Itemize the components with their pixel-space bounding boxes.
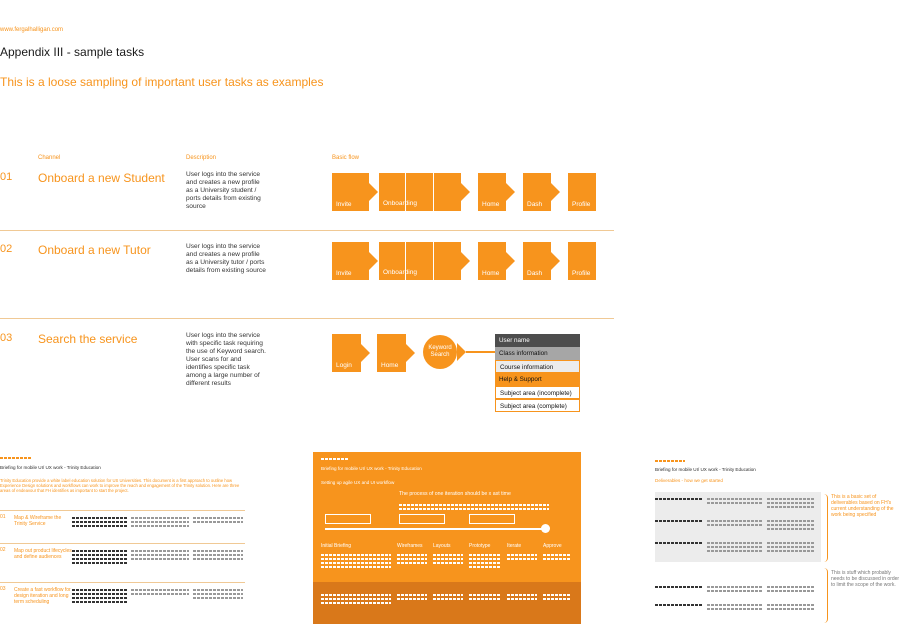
flow-step: Home [377,334,406,372]
flow-step: Home [478,242,506,280]
page-subtitle: This is a loose sampling of important user tasks as examples [0,75,324,89]
task-description: User logs into the service with specific task requiring the use of Keyword search. User scans for and identifies specific task among a large number of different results [186,332,266,387]
flow-step-label: Onboarding [383,200,417,207]
thumb-row [0,587,245,621]
thumb-note: This is a basic set of deliverables based on FH's current understanding of the work being specified [831,494,894,518]
task-description: User logs into the service and creates a new profile as a University student / ports details from existing source [186,171,261,210]
thumb-row-name: Create a fast workflow for design iteration and long term scheduling [14,587,71,605]
flow-step: Invite [332,242,369,280]
thumb-title: Briefing for mobile UI/ UX work - Trinity Education [655,467,756,472]
thumbnail-briefing [0,455,258,620]
search-results-list [495,334,580,412]
thumb-table [0,510,245,621]
thumb-row-num: 01 [0,514,6,520]
result-item: Subject area (complete) [495,399,580,412]
thumb-stage: Iterate [507,543,522,549]
flow-step: Profile [568,173,596,211]
flow-step [433,173,461,211]
flow-step-label: Onboarding [383,269,417,276]
flow-arrow [369,183,378,201]
flow-arrow [461,183,470,201]
result-item: Subject area (incomplete) [495,386,580,399]
thumb-stage: Initial Briefing [321,543,352,549]
flow-arrow [457,343,466,361]
result-item: User name [495,334,580,347]
column-header-description: Description [186,155,217,161]
result-item: Help & Support [495,373,580,386]
task-number: 01 [0,171,13,183]
thumb-note: This is stuff which probably needs to be discussed in order to limit the scope of the work. [831,570,900,588]
result-item: Course information [495,360,580,373]
flow-arrow [461,252,470,270]
thumb-title: Briefing for mobile UI/ UX work - Trinity Education [0,465,101,470]
thumb-stage: Prototype [469,543,491,549]
thumb-stage: Layouts [433,543,451,549]
thumbnail-workflow [313,452,581,624]
thumb-stage: Approve [543,543,562,549]
flow-arrow [369,252,378,270]
thumbnail-deliverables [655,458,901,623]
divider [0,318,614,319]
thumb-intro: Trinity Education provide a white label education solution for US Universities. This document is a first approach to outline how Experience Design solutions and workflows can work to improve the reach and engagement of the Trinity solution. Here are three areas of endeavour that FH identifies as important to start the project. [0,478,240,493]
thumb-stage: Wireframes [397,543,423,549]
flow-arrow [506,252,515,270]
keyword-search-node: Keyword Search [423,335,457,369]
page-title: Appendix III - sample tasks [0,45,145,59]
thumb-logo [0,457,32,459]
thumb-row-name: Map & Wireframe the Trinity Service [14,515,62,527]
thumb-stages [321,544,576,549]
task-name: Search the service [38,332,138,346]
thumb-row-num: 03 [0,586,6,592]
flow-connector [466,351,495,353]
column-header-flow: Basic flow [332,155,360,161]
task-name: Onboard a new Student [38,171,165,185]
thumb-row-num: 02 [0,547,6,553]
flow-step: Profile [568,242,596,280]
flow-step: Invite [332,173,369,211]
flow-arrow [361,344,370,362]
flow-arrow [551,183,560,201]
flow-step: Dash [523,242,551,280]
task-description: User logs into the service and creates a new profile as a University tutor / ports details from existing source [186,243,266,274]
thumb-process-note: The process of one iteration should be x ast time [399,491,511,497]
flow-arrow [406,344,415,362]
thumb-title: Briefing for mobile UI/ UX work - Trinity Education [321,466,422,471]
task-number: 03 [0,332,13,344]
flow-step: Home [478,173,506,211]
column-header-channel: Channel [38,155,61,161]
thumb-subtitle: Deliverables - how we get started [655,478,723,483]
task-number: 02 [0,243,13,255]
flow-arrow [506,183,515,201]
divider [0,230,614,231]
thumb-row [0,515,245,543]
thumb-row [0,548,245,582]
result-item: Class information [495,347,580,360]
flow-step [433,242,461,280]
task-name: Onboard a new Tutor [38,243,151,257]
thumb-row-name: Map out product lifecycles and define audiences [14,548,72,560]
site-url[interactable]: www.fergalhalligan.com [0,27,64,33]
thumb-subtitle: Setting up agile UX and UI workflow [321,480,395,485]
flow-arrow [551,252,560,270]
flow-step: Login [332,334,361,372]
flow-step: Dash [523,173,551,211]
